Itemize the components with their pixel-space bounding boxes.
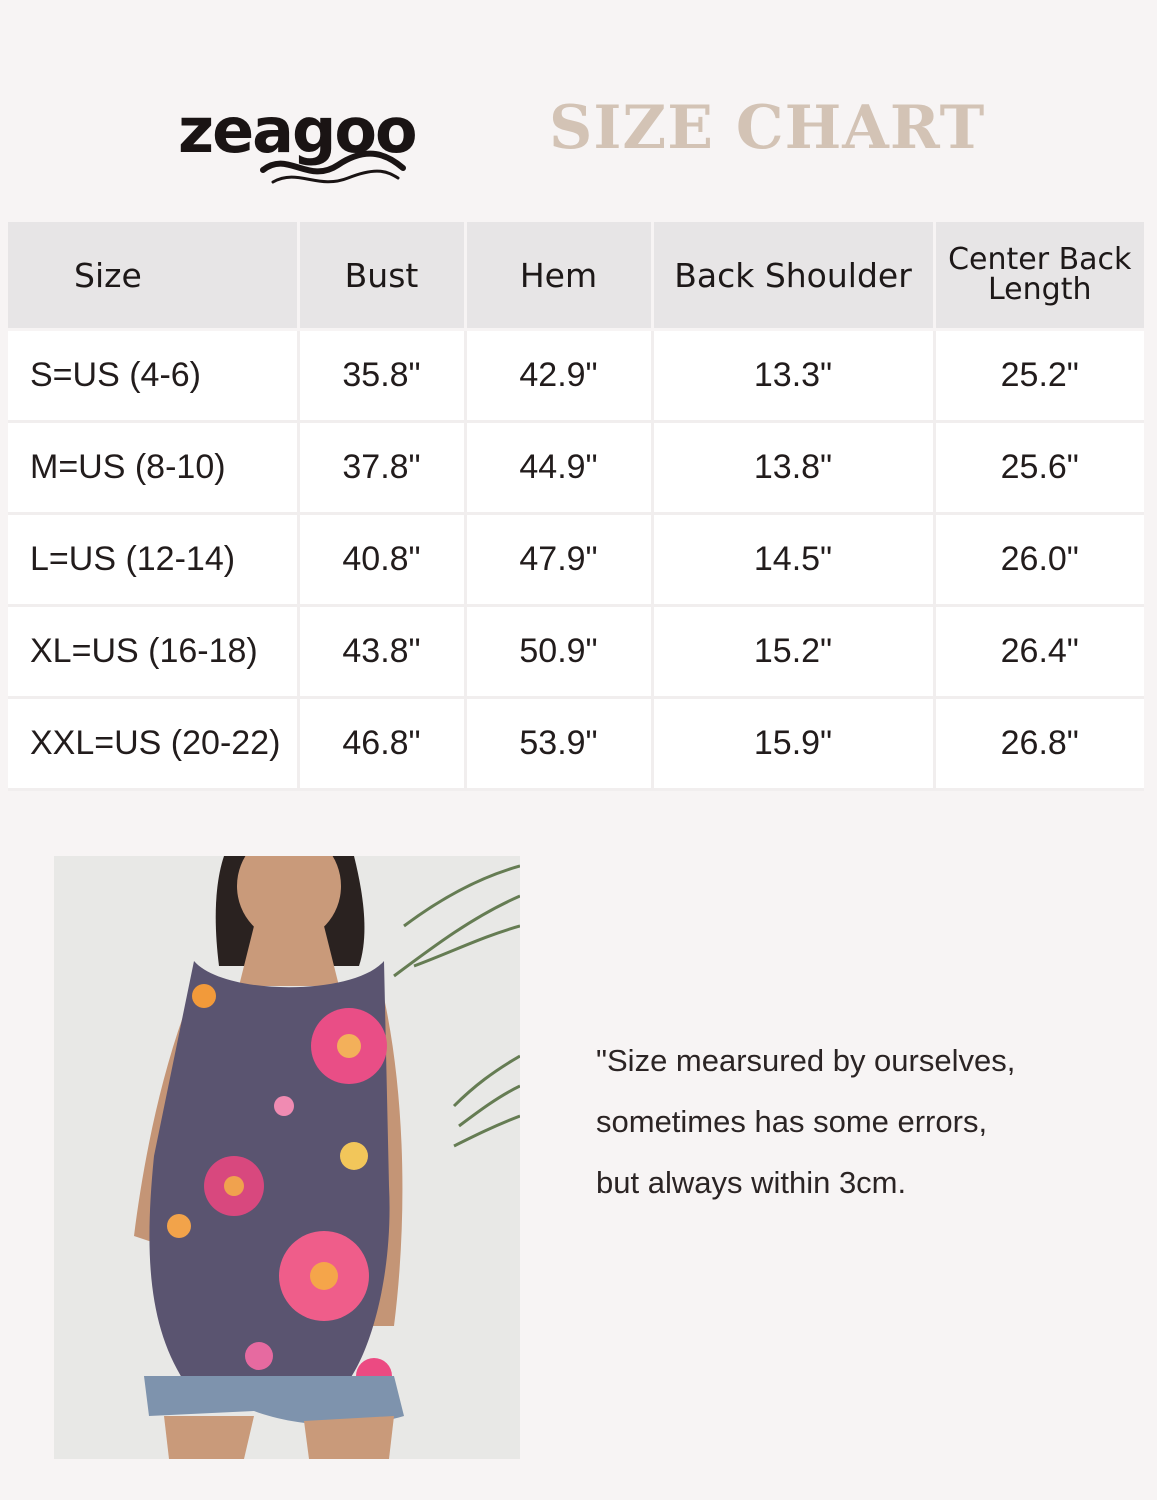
- model-wearing-floral-top-image: [54, 856, 520, 1459]
- note-line: but always within 3cm.: [596, 1165, 907, 1200]
- table-header-row: [8, 222, 1144, 330]
- measurement-cell: 50.9": [465, 606, 652, 698]
- measurement-cell: 42.9": [465, 330, 652, 422]
- brand-logo: [178, 94, 498, 190]
- measurement-cell: 35.8": [298, 330, 465, 422]
- measurement-cell: 40.8": [298, 514, 465, 606]
- note-line: "Size mearsured by ourselves,: [596, 1043, 1016, 1078]
- column-header-line: Length: [988, 272, 1092, 307]
- table-row: [8, 514, 1144, 606]
- measurement-cell: 26.0": [934, 514, 1144, 606]
- size-cell: L=US (12-14): [8, 514, 298, 606]
- column-header-bust: Bust: [298, 222, 465, 330]
- measurement-cell: 47.9": [465, 514, 652, 606]
- measurement-cell: 53.9": [465, 698, 652, 790]
- measurement-cell: 13.3": [652, 330, 934, 422]
- size-table: [8, 222, 1144, 791]
- note-line: sometimes has some errors,: [596, 1104, 988, 1139]
- measurement-cell: 26.4": [934, 606, 1144, 698]
- brand-name: zeagoo: [178, 94, 416, 167]
- measurement-cell: 46.8": [298, 698, 465, 790]
- header: [0, 88, 1157, 198]
- measurement-cell: 15.2": [652, 606, 934, 698]
- size-cell: S=US (4-6): [8, 330, 298, 422]
- column-header-back-shoulder: Back Shoulder: [652, 222, 934, 330]
- measurement-cell: 13.8": [652, 422, 934, 514]
- measurement-cell: 37.8": [298, 422, 465, 514]
- page-title: SIZE CHART: [549, 93, 986, 163]
- column-header-size: Size: [8, 222, 298, 330]
- column-header-line: Center Back: [948, 242, 1132, 277]
- size-cell: M=US (8-10): [8, 422, 298, 514]
- measurement-cell: 15.9": [652, 698, 934, 790]
- measurement-cell: 25.2": [934, 330, 1144, 422]
- size-cell: XL=US (16-18): [8, 606, 298, 698]
- size-cell: XXL=US (20-22): [8, 698, 298, 790]
- table-row: [8, 330, 1144, 422]
- measurement-cell: 43.8": [298, 606, 465, 698]
- column-header-center-back-length: [934, 222, 1144, 330]
- measurement-cell: 44.9": [465, 422, 652, 514]
- logo-wave-icon: [258, 150, 408, 190]
- column-header-hem: Hem: [465, 222, 652, 330]
- measurement-cell: 14.5": [652, 514, 934, 606]
- table-row: [8, 422, 1144, 514]
- product-photo: [54, 856, 520, 1459]
- table-row: [8, 698, 1144, 790]
- measurement-cell: 26.8": [934, 698, 1144, 790]
- table-body: [8, 330, 1144, 790]
- measurement-cell: 25.6": [934, 422, 1144, 514]
- table-row: [8, 606, 1144, 698]
- measurement-note: [596, 1030, 1116, 1213]
